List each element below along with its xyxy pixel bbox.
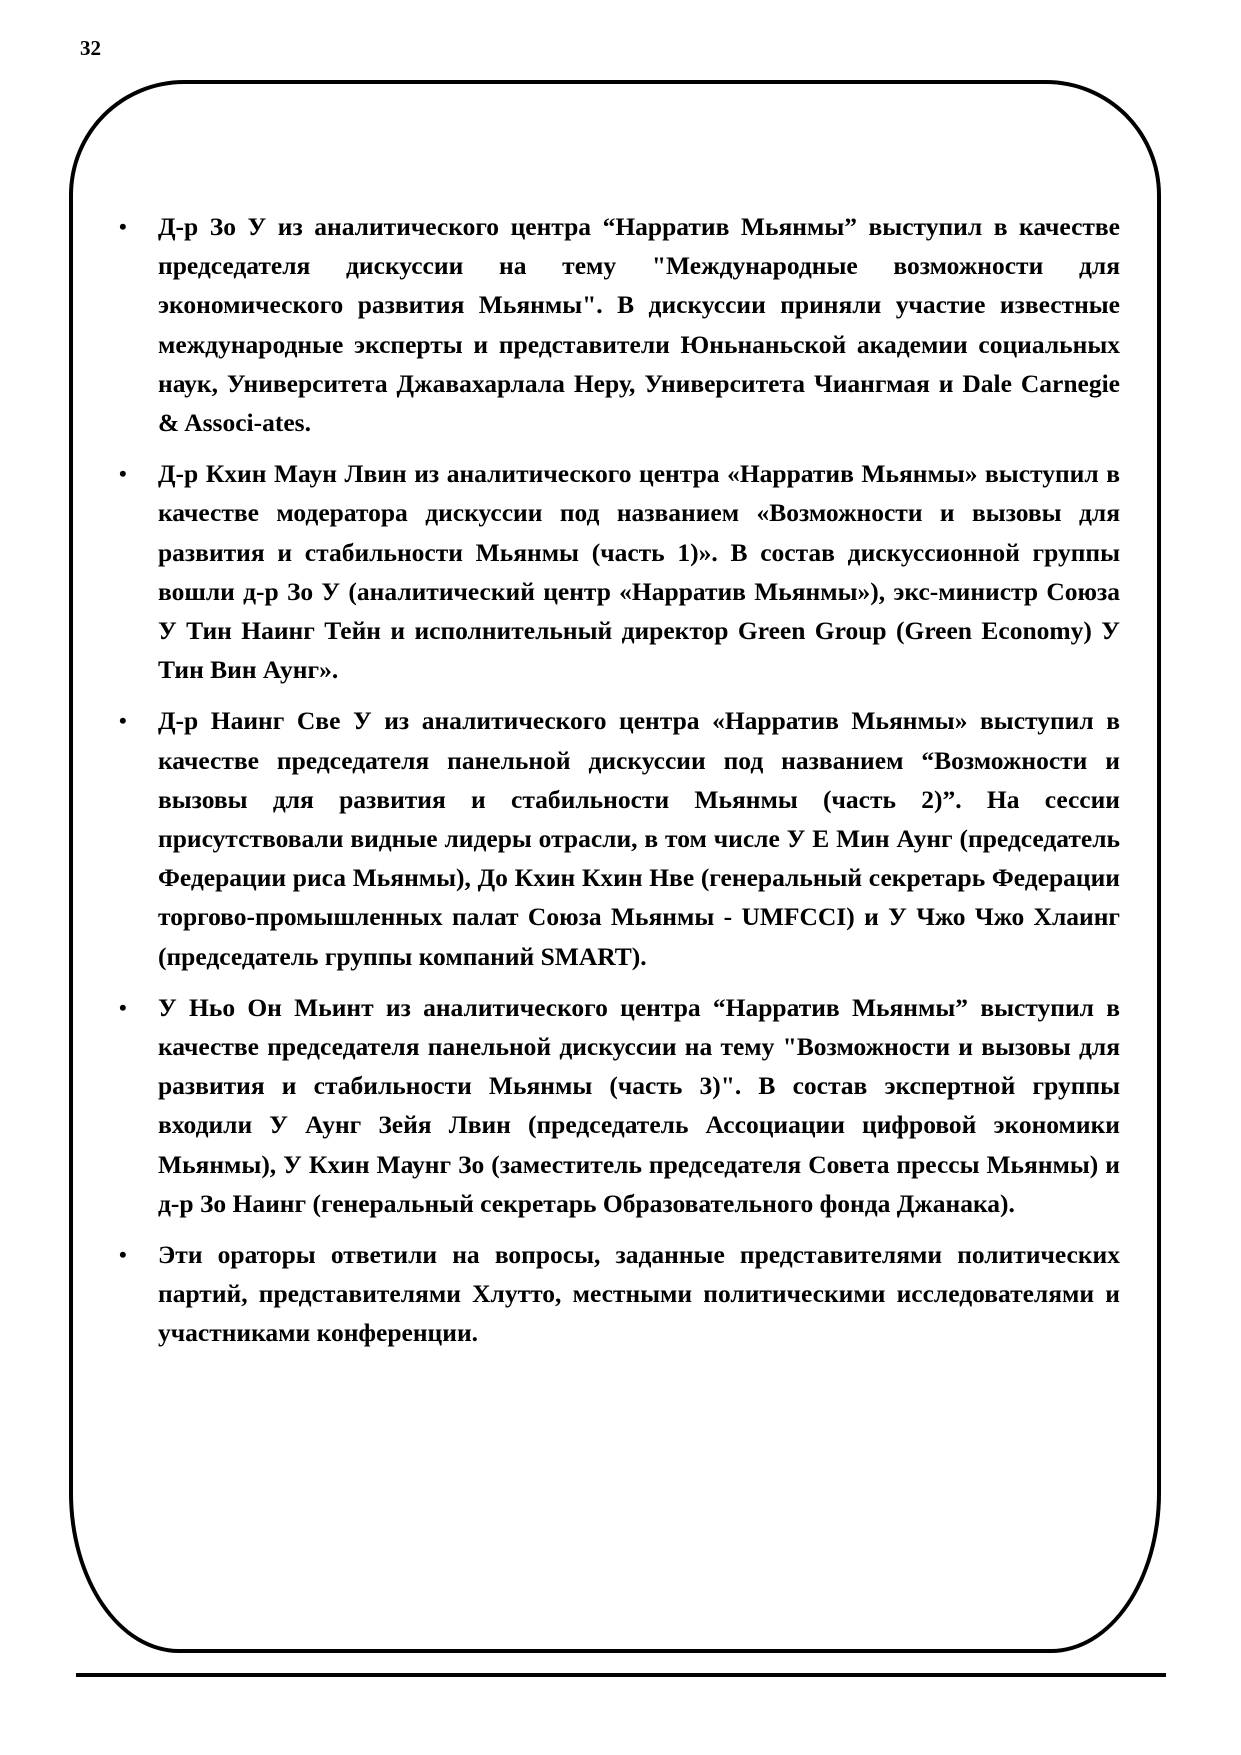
list-item <box>115 1235 1120 1353</box>
list-item <box>115 988 1120 1223</box>
list-item-text: Д-р Кхин Маун Лвин из аналитического центра «Нарратив Мьянмы» выступил в качестве модератора дискуссии под названием «Возможности и вызовы для развития и стабильности Мьянмы (часть 1)». В состав дискуссионной группы вошли д-р Зо У (аналитический центр «Нарратив Мьянмы»), экс-министр Союза У Тин Наинг Тейн и исполнительный директор Green Group (Green Economy) У Тин Вин Аунг». <box>158 459 1120 685</box>
list-item <box>115 701 1120 975</box>
list-item <box>115 454 1120 689</box>
content-area <box>115 207 1120 1365</box>
bullet-list <box>115 207 1120 1353</box>
list-item-text: У Ньо Он Мьинт из аналитического центра “Нарратив Мьянмы” выступил в качестве председателя панельной дискуссии на тему "Возможности и вызовы для развития и стабильности Мьянмы (часть 3)". В состав экспертной группы входили У Аунг Зейя Лвин (председатель Ассоциации цифровой экономики Мьянмы), У Кхин Маунг Зо (заместитель председателя Совета прессы Мьянмы) и д-р Зо Наинг (генеральный секретарь Образовательного фонда Джанака). <box>158 992 1120 1218</box>
bullet-icon: • <box>119 1242 127 1268</box>
page-number: 32 <box>80 36 101 60</box>
bullet-icon: • <box>119 708 127 734</box>
list-item-text: Д-р Наинг Све У из аналитического центра «Нарратив Мьянмы» выступил в качестве председателя панельной дискуссии под названием “Возможности и вызовы для развития и стабильности Мьянмы (часть 2)”. На сессии присутствовали видные лидеры отрасли, в том числе У Е Мин Аунг (председатель Федерации риса Мьянмы), До Кхин Кхин Нве (генеральный секретарь Федерации торгово-промышленных палат Союза Мьянмы - UMFCCI) и У Чжо Чжо Хлаинг (председатель группы компаний SMART). <box>158 706 1120 971</box>
list-item-text: Эти ораторы ответили на вопросы, заданные представителями политических партий, представителями Хлутто, местными политическими исследователями и участниками конференции. <box>158 1240 1120 1348</box>
footer-divider <box>76 1673 1166 1677</box>
list-item <box>115 207 1120 442</box>
list-item-text: Д-р Зо У из аналитического центра “Нарратив Мьянмы” выступил в качестве председателя дискуссии на тему "Международные возможности для экономического развития Мьянмы". В дискуссии приняли участие известные международные эксперты и представители Юньнаньской академии социальных наук, Университета Джавахарлала Неру, Университета Чиангмая и Dale Carnegie & Associ-ates. <box>158 212 1120 438</box>
bullet-icon: • <box>119 214 127 239</box>
bullet-icon: • <box>119 994 127 1020</box>
bullet-icon: • <box>119 461 127 487</box>
